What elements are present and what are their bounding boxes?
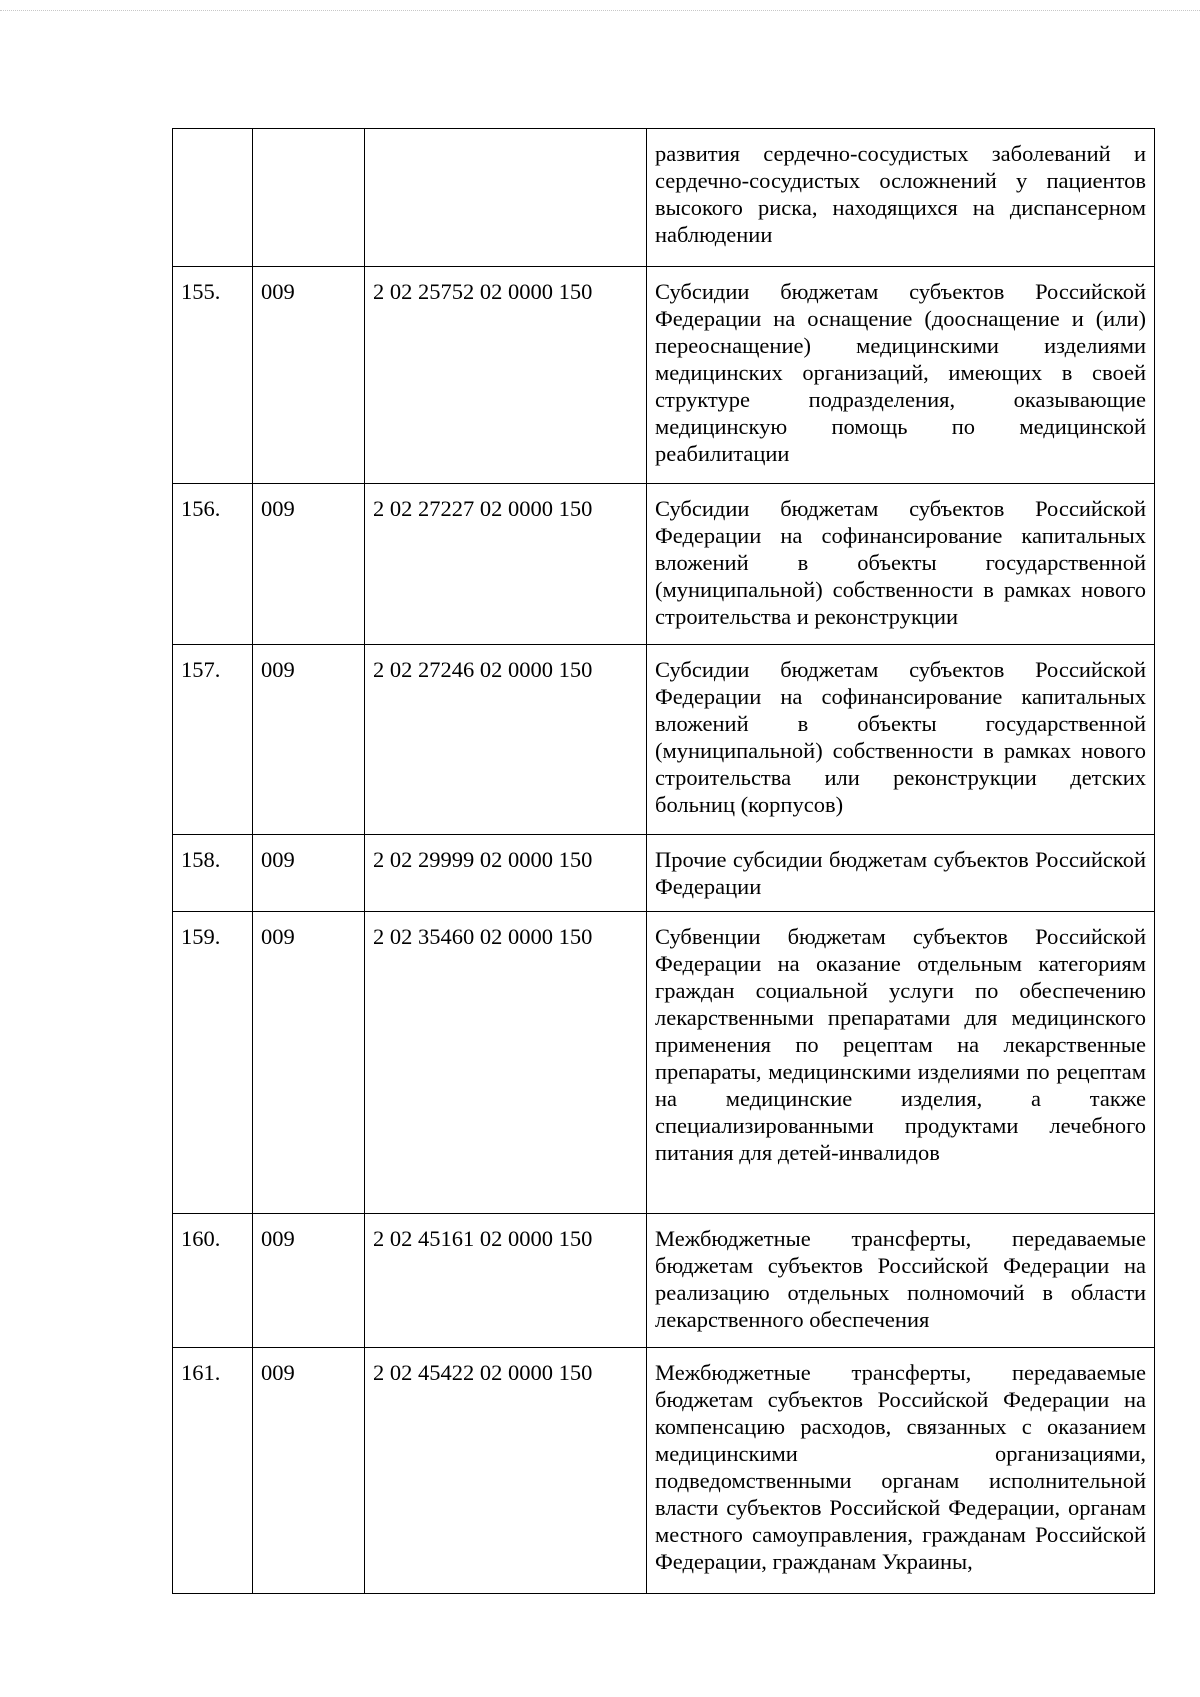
table-row <box>173 645 1155 835</box>
administrator-code <box>253 129 365 267</box>
income-description: Субсидии бюджетам субъектов Российской Федерации на софинансирование капитальных вложений в объекты государственной (муниципальной) собственности в рамках нового строительства и реконструкции <box>647 484 1155 645</box>
budget-classification-code: 2 02 25752 02 0000 150 <box>365 267 647 484</box>
row-number: 159. <box>173 912 253 1214</box>
budget-classification-code: 2 02 27246 02 0000 150 <box>365 645 647 835</box>
row-number <box>173 129 253 267</box>
administrator-code: 009 <box>253 1214 365 1348</box>
administrator-code: 009 <box>253 1348 365 1594</box>
income-description: Межбюджетные трансферты, передаваемые бюджетам субъектов Российской Федерации на компенсацию расходов, связанных с оказанием медицинскими организациями, подведомственными органам исполнительной власти субъектов Российской Федерации, органам местного самоуправления, гражданам Российской Федерации, гражданам Украины, <box>647 1348 1155 1594</box>
table-row <box>173 484 1155 645</box>
administrator-code: 009 <box>253 912 365 1214</box>
row-number: 161. <box>173 1348 253 1594</box>
income-description: Субсидии бюджетам субъектов Российской Федерации на софинансирование капитальных вложений в объекты государственной (муниципальной) собственности в рамках нового строительства или реконструкции детских больниц (корпусов) <box>647 645 1155 835</box>
budget-classification-code: 2 02 35460 02 0000 150 <box>365 912 647 1214</box>
income-description: Прочие субсидии бюджетам субъектов Российской Федерации <box>647 835 1155 912</box>
table-row <box>173 912 1155 1214</box>
budget-classification-code: 2 02 45161 02 0000 150 <box>365 1214 647 1348</box>
income-description: Межбюджетные трансферты, передаваемые бюджетам субъектов Российской Федерации на реализацию отдельных полномочий в области лекарственного обеспечения <box>647 1214 1155 1348</box>
budget-classification-code: 2 02 29999 02 0000 150 <box>365 835 647 912</box>
table-row <box>173 129 1155 267</box>
row-number: 155. <box>173 267 253 484</box>
budget-classification-code: 2 02 45422 02 0000 150 <box>365 1348 647 1594</box>
table-row <box>173 835 1155 912</box>
income-description: Субвенции бюджетам субъектов Российской Федерации на оказание отдельным категориям граждан социальной услуги по обеспечению лекарственными препаратами для медицинского применения по рецептам на лекарственные препараты, медицинскими изделиями по рецептам на медицинские изделия, а также специализированными продуктами лечебного питания для детей-инвалидов <box>647 912 1155 1214</box>
row-number: 160. <box>173 1214 253 1348</box>
table-row <box>173 267 1155 484</box>
row-number: 158. <box>173 835 253 912</box>
budget-classification-table <box>172 128 1155 1594</box>
scan-edge-line <box>0 10 1200 11</box>
row-number: 157. <box>173 645 253 835</box>
administrator-code: 009 <box>253 645 365 835</box>
income-description: развития сердечно-сосудистых заболеваний и сердечно-сосудистых осложнений у пациентов высокого риска, находящихся на диспансерном наблюдении <box>647 129 1155 267</box>
administrator-code: 009 <box>253 484 365 645</box>
table-row <box>173 1214 1155 1348</box>
table-row <box>173 1348 1155 1594</box>
budget-classification-code: 2 02 27227 02 0000 150 <box>365 484 647 645</box>
income-description: Субсидии бюджетам субъектов Российской Федерации на оснащение (дооснащение и (или) переоснащение) медицинскими изделиями медицинских организаций, имеющих в своей структуре подразделения, оказывающие медицинскую помощь по медицинской реабилитации <box>647 267 1155 484</box>
administrator-code: 009 <box>253 267 365 484</box>
budget-classification-code <box>365 129 647 267</box>
row-number: 156. <box>173 484 253 645</box>
administrator-code: 009 <box>253 835 365 912</box>
